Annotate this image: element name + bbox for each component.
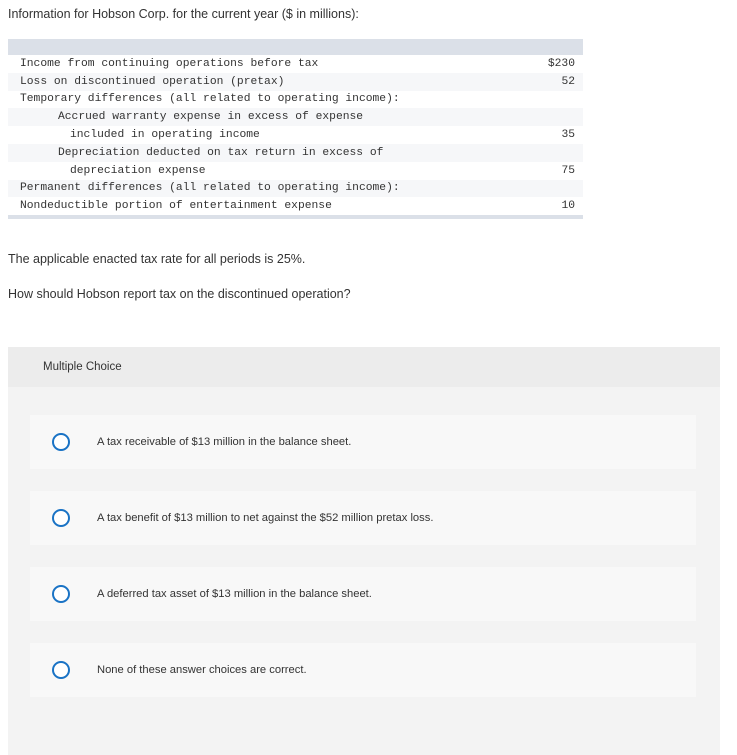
tax-rate-text: The applicable enacted tax rate for all periods is 25%. (8, 252, 306, 266)
row-value (515, 91, 583, 109)
radio-button-icon[interactable] (52, 585, 70, 603)
data-table (8, 39, 583, 219)
table-row (8, 108, 583, 126)
question-text: How should Hobson report tax on the discontinued operation? (8, 287, 351, 301)
row-label: Income from continuing operations before tax (8, 55, 515, 73)
row-label: Temporary differences (all related to operating income): (8, 91, 515, 109)
row-label: Nondeductible portion of entertainment expense (8, 197, 515, 215)
row-value: 75 (515, 162, 583, 180)
row-value: $230 (515, 55, 583, 73)
answer-option-4[interactable] (30, 643, 696, 697)
row-value (515, 144, 583, 162)
answer-option-2[interactable] (30, 491, 696, 545)
answer-option-label: A tax benefit of $13 million to net against the $52 million pretax loss. (97, 512, 434, 524)
row-label: Accrued warranty expense in excess of expense (8, 108, 515, 126)
answer-option-3[interactable] (30, 567, 696, 621)
answer-option-1[interactable] (30, 415, 696, 469)
radio-button-icon[interactable] (52, 433, 70, 451)
row-label: depreciation expense (8, 162, 515, 180)
row-value: 35 (515, 126, 583, 144)
row-value: 52 (515, 73, 583, 91)
table-row (8, 197, 583, 215)
table-row (8, 73, 583, 91)
row-value (515, 180, 583, 198)
table-bottom-border (8, 215, 583, 219)
row-label: Depreciation deducted on tax return in excess of (8, 144, 515, 162)
table-row (8, 180, 583, 198)
row-label: included in operating income (8, 126, 515, 144)
row-value (515, 108, 583, 126)
row-label: Loss on discontinued operation (pretax) (8, 73, 515, 91)
intro-text: Information for Hobson Corp. for the current year ($ in millions): (8, 7, 359, 21)
multiple-choice-panel (8, 347, 720, 755)
table-row (8, 162, 583, 180)
answer-option-label: A tax receivable of $13 million in the balance sheet. (97, 436, 352, 448)
multiple-choice-header (8, 347, 720, 387)
table-row (8, 144, 583, 162)
answer-option-label: A deferred tax asset of $13 million in the balance sheet. (97, 588, 372, 600)
table-row (8, 91, 583, 109)
row-value: 10 (515, 197, 583, 215)
row-label: Permanent differences (all related to operating income): (8, 180, 515, 198)
radio-button-icon[interactable] (52, 661, 70, 679)
multiple-choice-title: Multiple Choice (43, 361, 122, 373)
table-row (8, 126, 583, 144)
table-row (8, 55, 583, 73)
radio-button-icon[interactable] (52, 509, 70, 527)
answer-option-label: None of these answer choices are correct. (97, 664, 307, 676)
